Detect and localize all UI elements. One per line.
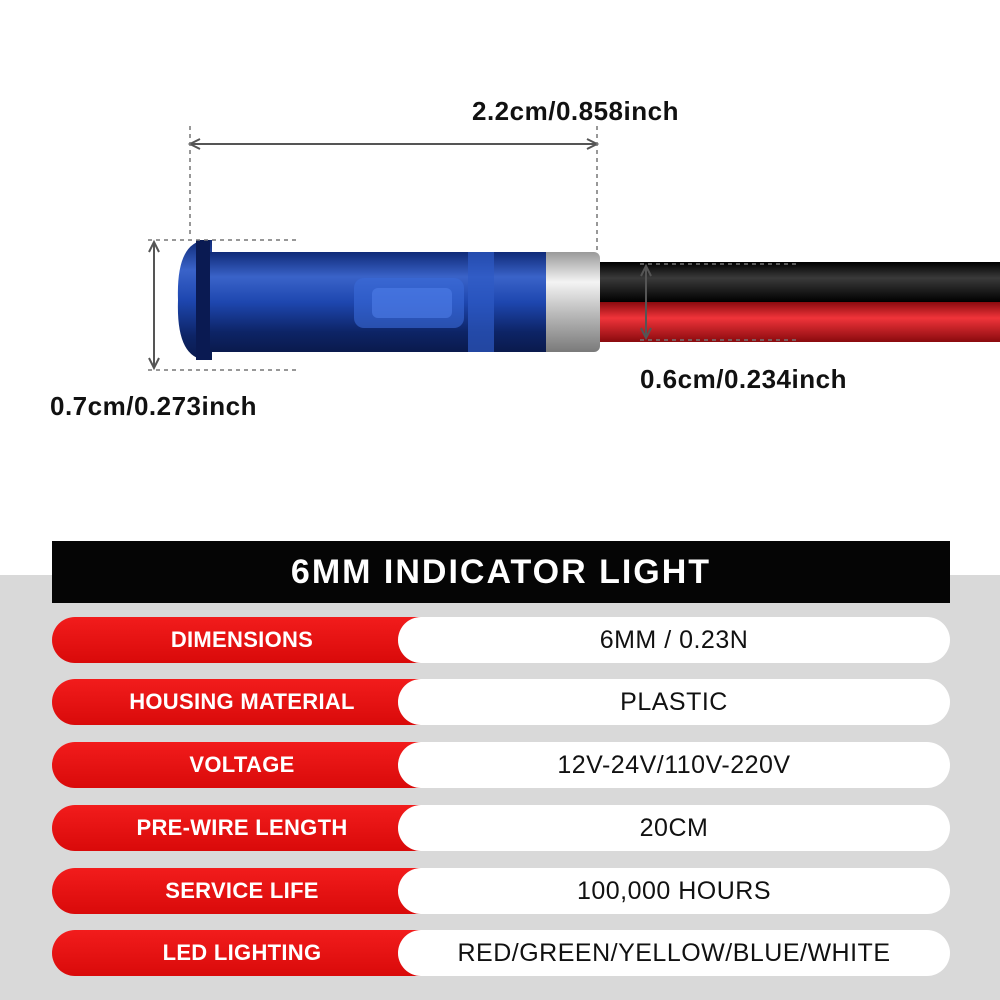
- spec-value: PLASTIC: [398, 679, 950, 725]
- head-dimension-line: [149, 242, 159, 368]
- spec-row-voltage: [52, 742, 950, 788]
- spec-row-housing-material: [52, 679, 950, 725]
- spec-value: RED/GREEN/YELLOW/BLUE/WHITE: [398, 930, 950, 976]
- spec-table-title: 6MM INDICATOR LIGHT: [290, 552, 712, 591]
- spec-label: VOLTAGE: [52, 742, 432, 788]
- spec-label: PRE-WIRE LENGTH: [52, 805, 432, 851]
- spec-row-service-life: [52, 868, 950, 914]
- spec-label: DIMENSIONS: [52, 617, 432, 663]
- spec-label: HOUSING MATERIAL: [52, 679, 432, 725]
- spec-value: 12V-24V/110V-220V: [398, 742, 950, 788]
- spec-value: 100,000 HOURS: [398, 868, 950, 914]
- silver-ring: [540, 252, 600, 352]
- spec-row-led-lighting: [52, 930, 950, 976]
- length-label: 2.2cm/0.858inch: [472, 96, 679, 126]
- body-diameter-label: 0.6cm/0.234inch: [640, 364, 847, 394]
- spec-value: 6MM / 0.23N: [398, 617, 950, 663]
- spec-row-pre-wire-length: [52, 805, 950, 851]
- spec-label: LED LIGHTING: [52, 930, 432, 976]
- spec-table-title-bar: [52, 541, 950, 603]
- red-wire: [590, 302, 1000, 342]
- spec-label: SERVICE LIFE: [52, 868, 432, 914]
- length-dimension-line: [190, 139, 597, 149]
- head-diameter-label: 0.7cm/0.273inch: [50, 391, 257, 421]
- spec-value: 20CM: [398, 805, 950, 851]
- black-wire: [590, 262, 1000, 302]
- spec-row-dimensions: [52, 617, 950, 663]
